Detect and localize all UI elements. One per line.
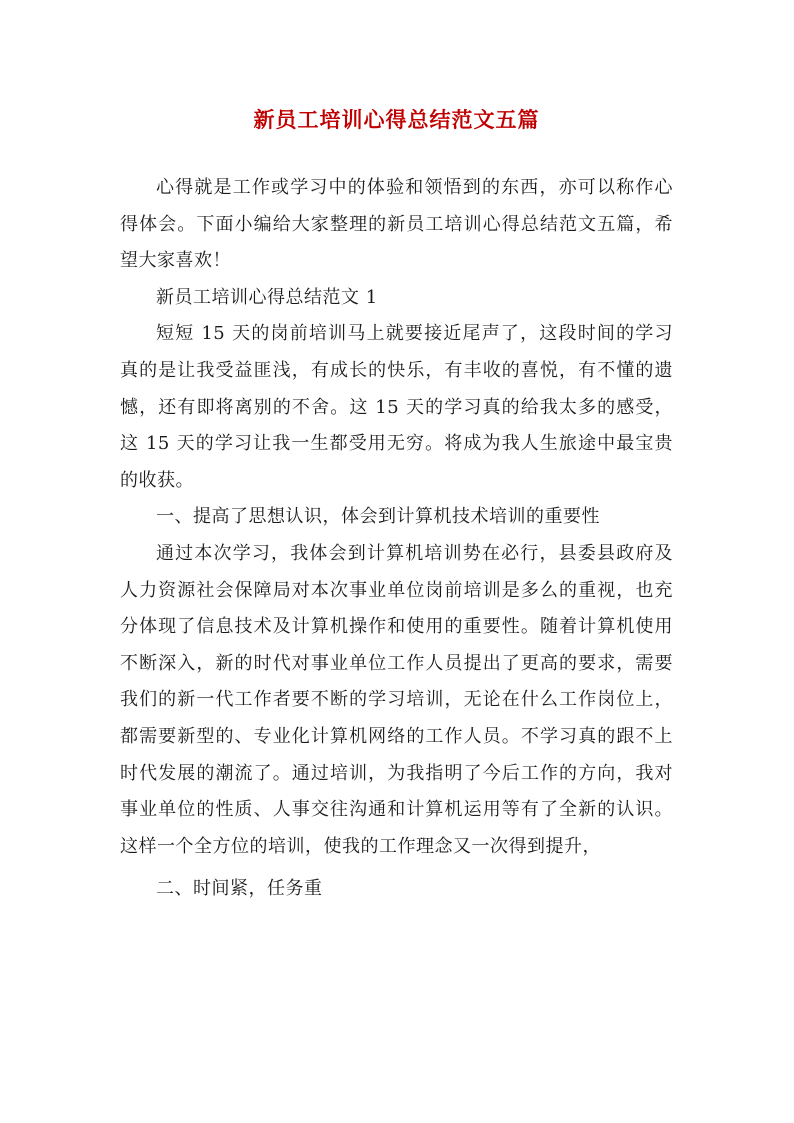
- section-title: 新员工培训心得总结范文 1: [156, 286, 378, 308]
- document-page: [120, 100, 673, 908]
- subheading-one: 一、提高了思想认识，体会到计算机技术培训的重要性: [156, 506, 600, 528]
- intro-paragraph: 心得就是工作或学习中的体验和领悟到的东西，亦可以称作心得体会。下面小编给大家整理的新员工培训心得总结范文五篇，希望大家喜欢！: [120, 177, 673, 272]
- subheading-two: 二、时间紧，任务重: [156, 878, 323, 900]
- document-title: 新员工培训心得总结范文五篇: [253, 107, 540, 132]
- body-paragraph-two: 通过本次学习，我体会到计算机培训势在必行，县委县政府及人力资源社会保障局对本次事业单位岗前培训是多么的重视，也充分体现了信息技术及计算机操作和使用的重要性。随着计算机使用不断深入，新的时代对事业单位工作人员提出了更高的要求，需要我们的新一代工作者要不断的学习培训，无论在什么工作岗位上，都需要新型的、专业化计算机网络的工作人员。不学习真的跟不上时代发展的潮流了。通过培训，为我指明了今后工作的方向，我对事业单位的性质、人事交往沟通和计算机运用等有了全新的认识。这样一个全方位的培训，使我的工作理念又一次得到提升，: [120, 542, 673, 857]
- body-paragraph: 短短 15 天的岗前培训马上就要接近尾声了，这段时间的学习真的是让我受益匪浅，有成长的快乐，有丰收的喜悦，有不懂的遗憾，还有即将离别的不舍。这 15 天的学习真的给我太多的感受，这 15 天的学习让我一生都受用无穷。将成为我人生旅途中最宝贵的收获。: [120, 323, 673, 491]
